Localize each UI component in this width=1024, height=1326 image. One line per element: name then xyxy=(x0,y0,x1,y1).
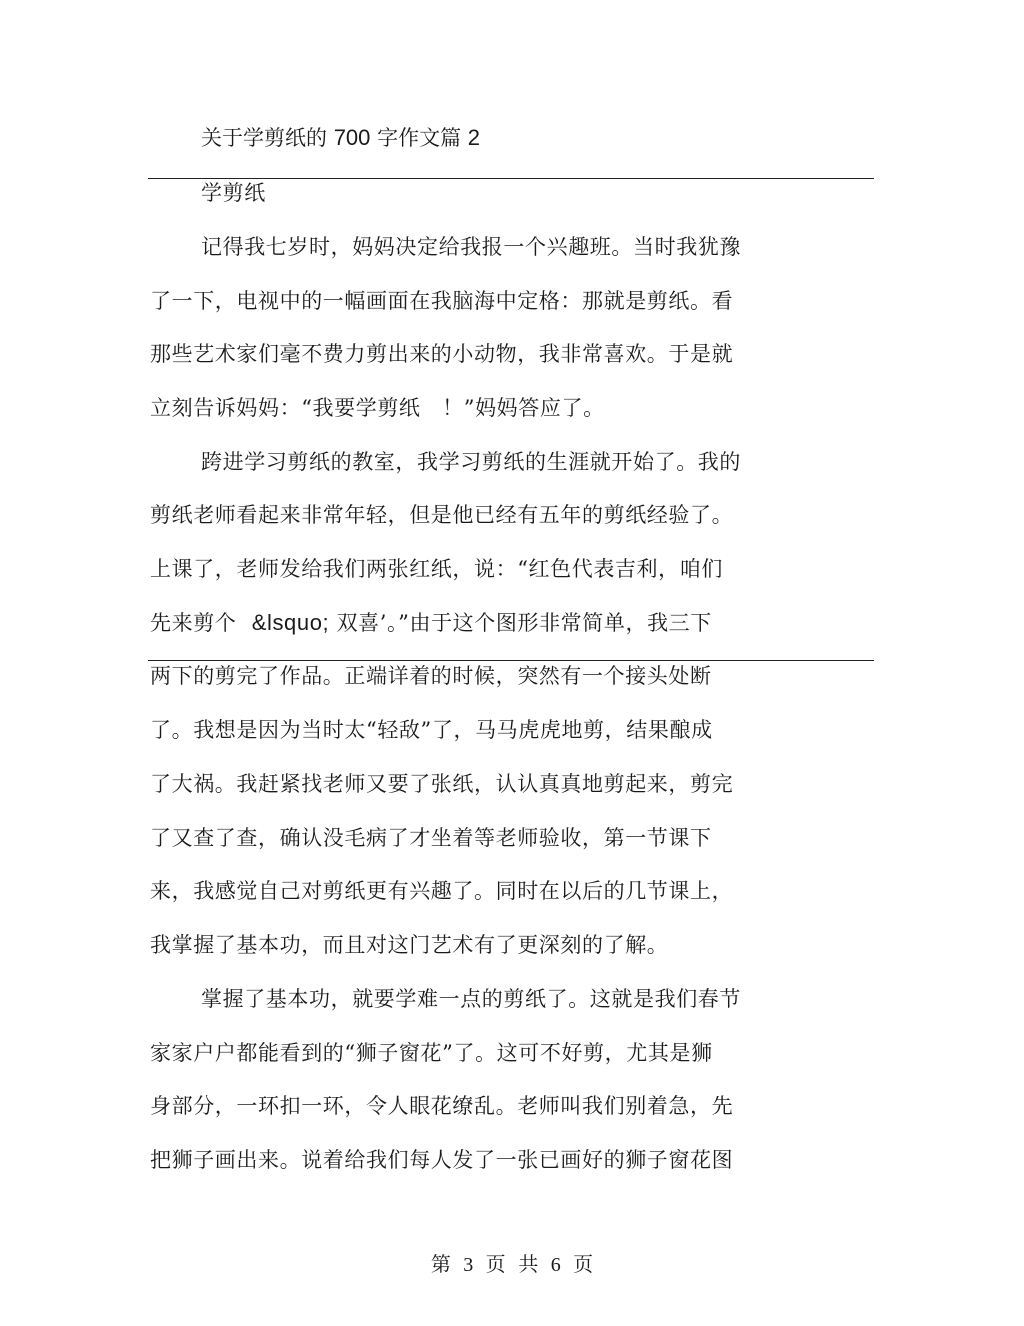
title-prefix: 关于学剪纸的 xyxy=(201,126,327,150)
page-footer xyxy=(0,1250,1024,1279)
paragraph-line: 跨进学习剪纸的教室，我学习剪纸的生涯就开始了。我的 xyxy=(201,450,741,474)
paragraph-line-mixed xyxy=(150,609,712,637)
paragraph-line: 了一下，电视中的一幅画面在我脑海中定格：那就是剪纸。看 xyxy=(150,289,734,313)
paragraph-line: 来，我感觉自己对剪纸更有兴趣了。同时在以后的几节课上， xyxy=(150,879,734,903)
title-index: 2 xyxy=(467,125,481,150)
paragraph-line: 身部分，一环扣一环，令人眼花缭乱。老师叫我们别着急，先 xyxy=(150,1094,734,1118)
subtitle: 学剪纸 xyxy=(201,181,266,205)
paragraph-line: 了。我想是因为当时太“轻敌”了，马马虎虎地剪，结果酿成 xyxy=(150,718,713,742)
paragraph-line: 掌握了基本功，就要学难一点的剪纸了。这就是我们春节 xyxy=(201,987,741,1011)
title-middle: 字作文篇 xyxy=(377,126,462,150)
paragraph-line: 了又查了查，确认没毛病了才坐着等老师验收，第一节课下 xyxy=(150,826,712,850)
paragraph-line: 那些艺术家们毫不费力剪出来的小动物，我非常喜欢。于是就 xyxy=(150,342,734,366)
paragraph-line: 上课了，老师发给我们两张红纸，说：“红色代表吉利，咱们 xyxy=(150,557,723,581)
paragraph-line: 立刻告诉妈妈：“我要学剪纸 ！”妈妈答应了。 xyxy=(150,396,605,420)
paragraph-line: 两下的剪完了作品。正端详着的时候，突然有一个接头处断 xyxy=(150,664,712,688)
footer-suffix: 页 xyxy=(573,1252,594,1276)
entity-text: &lsquo; xyxy=(251,610,330,635)
paragraph-line: 家家户户都能看到的“狮子窗花”了。这可不好剪，尤其是狮 xyxy=(150,1041,713,1065)
section-rule xyxy=(148,660,874,661)
paragraph-line: 把狮子画出来。说着给我们每人发了一张已画好的狮子窗花图 xyxy=(150,1148,734,1172)
line-segment: 双喜’。”由于这个图形非常简单，我三下 xyxy=(336,611,712,635)
paragraph-line: 剪纸老师看起来非常年轻，但是他已经有五年的剪纸经验了。 xyxy=(150,503,734,527)
footer-middle: 页 共 xyxy=(485,1252,539,1276)
title-number: 700 xyxy=(333,125,371,150)
line-segment: 先来剪个 xyxy=(150,611,237,635)
paragraph-line: 记得我七岁时，妈妈决定给我报一个兴趣班。当时我犹豫 xyxy=(201,235,741,259)
footer-prefix: 第 xyxy=(430,1252,451,1276)
current-page-number: 3 xyxy=(463,1254,474,1276)
paragraph-line: 我掌握了基本功，而且对这门艺术有了更深刻的了解。 xyxy=(150,933,669,957)
document-title xyxy=(201,124,480,152)
total-page-number: 6 xyxy=(550,1254,561,1276)
paragraph-line: 了大祸。我赶紧找老师又要了张纸，认认真真地剪起来，剪完 xyxy=(150,772,734,796)
